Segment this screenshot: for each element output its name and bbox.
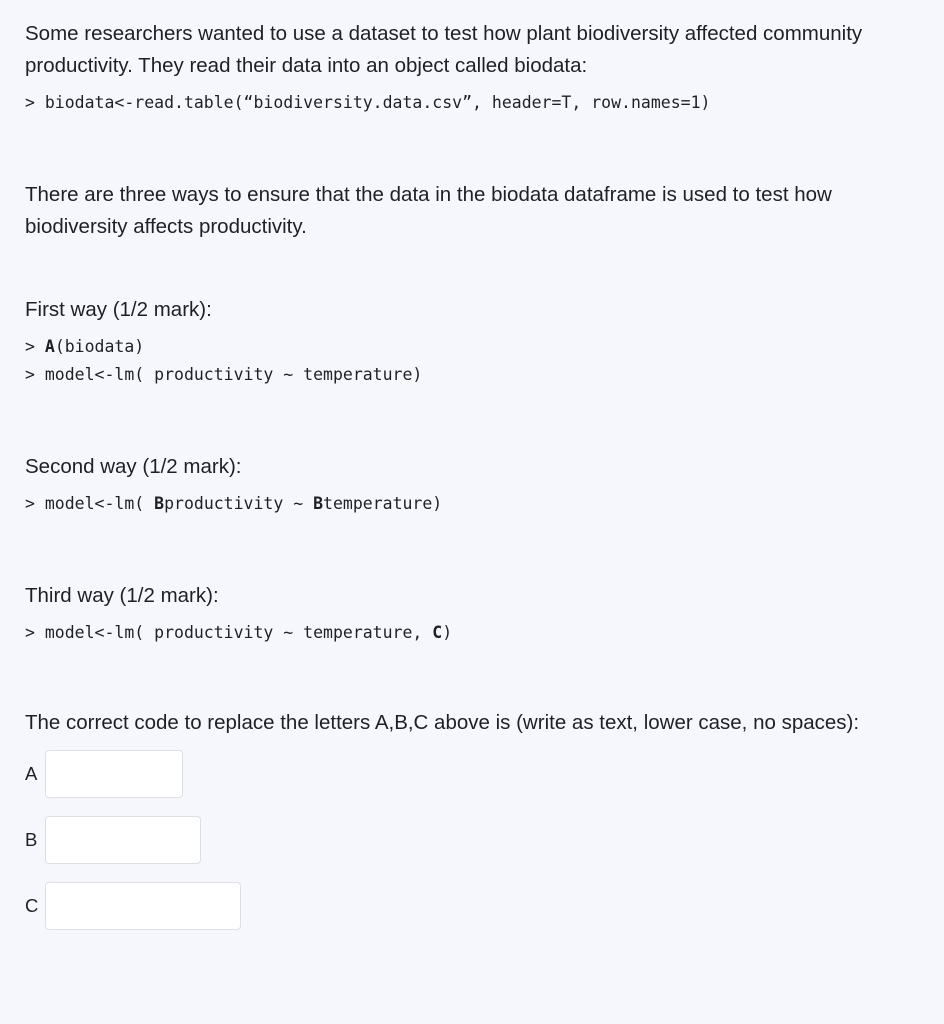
blank-b-marker: B [313,494,324,513]
first-way-code-line2: > model<-lm( productivity ~ temperature) [25,365,423,384]
blank-b-marker: B [154,494,165,513]
third-way-code: > model<-lm( productivity ~ temperature, C) [25,623,453,642]
question-text: There are three ways to ensure that the data in the biodata dataframe is used to test how biodiversity affects productivity. [25,183,832,238]
second-way-code: > model<-lm( Bproductivity ~ Btemperature) [25,494,443,513]
intro-text: Some researchers wanted to use a dataset to test how plant biodiversity affected community productivity. They read their data into an object called biodata: [25,22,863,77]
read-table-code: > biodata<-read.table(“biodiversity.data.csv”, header=T, row.names=1) [25,93,711,112]
answer-row-c [25,881,925,931]
first-way-heading: First way (1/2 mark): [25,298,212,321]
answer-label-b: B [25,828,38,850]
answer-label-a: A [25,762,38,784]
answer-prompt: The correct code to replace the letters A,B,C above is (write as text, lower case, no spaces): [25,711,860,734]
blank-a-marker: A [44,337,55,356]
third-way-heading: Third way (1/2 mark): [25,584,219,607]
second-way-heading: Second way (1/2 mark): [25,455,242,478]
answer-input-a[interactable] [45,750,183,798]
answer-row-b [25,815,925,865]
answer-input-b[interactable] [45,816,201,864]
first-way-code-line1: > A(biodata) [25,337,145,356]
answer-input-c[interactable] [45,882,241,930]
question-content [25,18,925,931]
blank-c-marker: C [432,623,443,642]
answer-row-a [25,749,925,799]
answer-label-c: C [25,894,39,916]
